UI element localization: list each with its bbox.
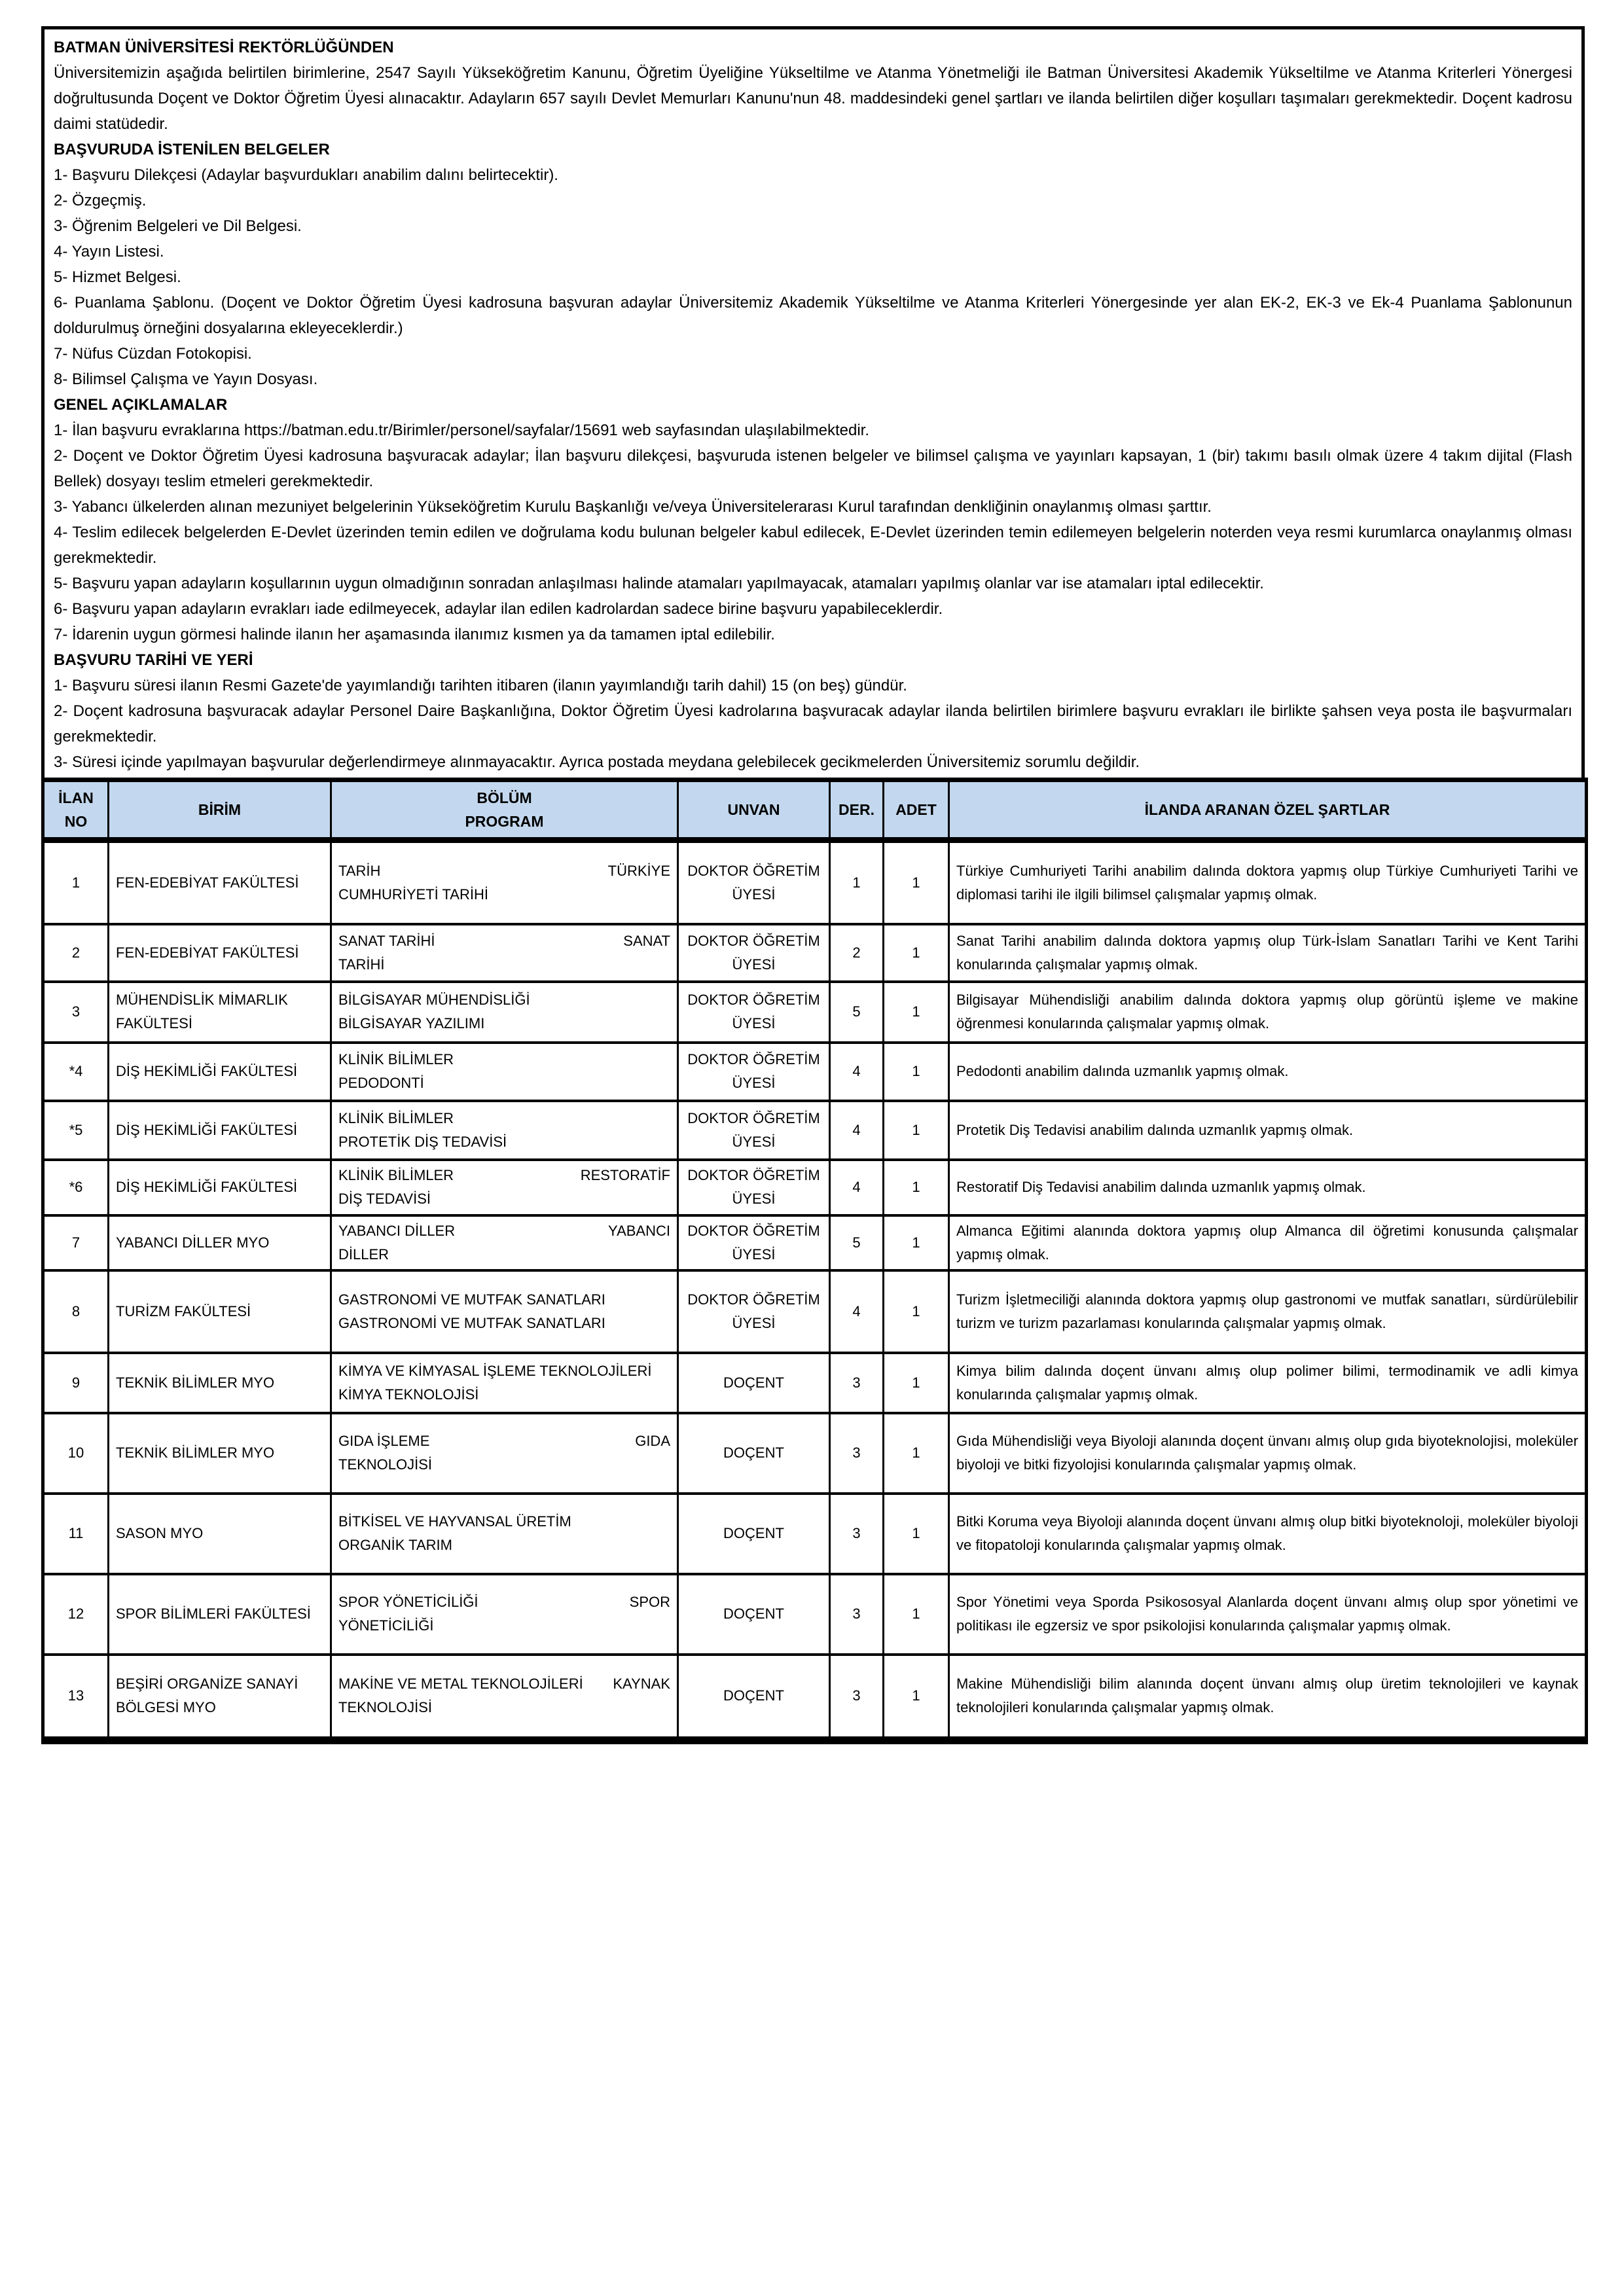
intro-paragraph: Üniversitemizin aşağıda belirtilen birimlerine, 2547 Sayılı Yükseköğretim Kanunu, Öğretim Üyeliğine Yükseltilme ve Atanma Yönetmeliği ile Batman Üniversitesi Akademik Yükseltilme ve Atanma Kriterleri Yönergesi doğrultusunda Doçent ve Doktor Öğretim Üyesi alınacaktır. Adayların 657 sayılı Devlet Memurları Kanunu'nun 48. maddesindeki genel şartları ve ilanda belirtilen diğer koşulları taşımaları gerekmektedir. Doçent kadrosu daimi statüdedir. (54, 64, 1572, 133)
list-item: 6- Puanlama Şablonu. (Doçent ve Doktor Öğretim Üyesi kadrosuna başvuran adaylar Üniversitemiz Akademik Yükseltilme ve Atanma Kriterleri Yönergesinde yer alan EK-2, EK-3 ve Ek-4 Puanlama Şablonunun doldurulmuş örneğini dosyalarına ekleyeceklerdir.) (54, 294, 1572, 337)
cell-der: 5 (830, 982, 884, 1043)
cell-adet: 1 (884, 982, 949, 1043)
belgeler-list (54, 162, 1572, 392)
cell-birim: SASON MYO (109, 1494, 331, 1574)
cell-ozel-sart: Kimya bilim dalında doçent ünvanı almış olup polimer bilimi, termodinamik ve adli kimya konularında çalışmalar yapmış olmak. (949, 1353, 1587, 1413)
program-text-line2: TARİHİ (338, 956, 385, 973)
cell-ilan-no: 11 (43, 1494, 109, 1574)
cell-ozel-sart: Makine Mühendisliği bilim alanında doçent ünvanı almış olup üretim teknolojileri ve kaynak teknolojileri konularında çalışmalar yapmış olmak. (949, 1655, 1587, 1740)
cell-birim: DİŞ HEKİMLİĞİ FAKÜLTESİ (109, 1101, 331, 1160)
program-text-line2: CUMHURİYETİ TARİHİ (338, 886, 488, 903)
cell-unvan: DOKTOR ÖĞRETİM ÜYESİ (678, 982, 830, 1043)
list-item: 2- Özgeçmiş. (54, 192, 147, 209)
cell-der: 4 (830, 1160, 884, 1215)
program-text-line2: GASTRONOMİ VE MUTFAK SANATLARI (338, 1314, 605, 1331)
program-text-line2: ORGANİK TARIM (338, 1537, 452, 1553)
bolum-text: KLİNİK BİLİMLER (338, 1167, 454, 1183)
cell-bolum-program (331, 1043, 678, 1101)
list-item: 8- Bilimsel Çalışma ve Yayın Dosyası. (54, 370, 318, 388)
cell-birim: YABANCI DİLLER MYO (109, 1215, 331, 1270)
list-item: 1- İlan başvuru evraklarına https://batman.edu.tr/Birimler/personel/sayfalar/15691 web sayfasından ulaşılabilmektedir. (54, 422, 869, 439)
list-item: 2- Doçent ve Doktor Öğretim Üyesi kadrosuna başvuracak adaylar; İlan başvuru dilekçesi, başvuruda istenen belgeler ve bilimsel çalışma ve yayınları kapsayan, 1 (bir) takımı basılı olmak üzere 4 takım dijital (Flash Bellek) dosyayı teslim etmeleri gerekmektedir. (54, 447, 1572, 490)
cell-adet: 1 (884, 1215, 949, 1270)
bolum-text: TARİH (338, 862, 381, 879)
program-text-line2: BİLGİSAYAR YAZILIMI (338, 1015, 485, 1031)
cell-adet: 1 (884, 1160, 949, 1215)
cell-bolum-program (331, 1574, 678, 1655)
bolum-text: SANAT TARİHİ (338, 932, 435, 949)
cell-ilan-no: 3 (43, 982, 109, 1043)
cell-ilan-no: 7 (43, 1215, 109, 1270)
program-text: RESTORATİF (580, 1167, 670, 1183)
cell-der: 3 (830, 1655, 884, 1740)
table-row (43, 982, 1587, 1043)
cell-ilan-no: 10 (43, 1413, 109, 1494)
cell-ozel-sart: Protetik Diş Tedavisi anabilim dalında uzmanlık yapmış olmak. (949, 1101, 1587, 1160)
program-text-line2: DİLLER (338, 1246, 389, 1263)
cell-adet: 1 (884, 1494, 949, 1574)
cell-adet: 1 (884, 924, 949, 982)
table-body (43, 840, 1587, 1740)
cell-der: 3 (830, 1574, 884, 1655)
cell-bolum-program (331, 1494, 678, 1574)
cell-ozel-sart: Bitki Koruma veya Biyoloji alanında doçent ünvanı almış olup bitki biyoteknoloji, moleküler biyoloji ve fitopatoloji konularında çalışmalar yapmış olmak. (949, 1494, 1587, 1574)
list-item: 5- Hizmet Belgesi. (54, 268, 181, 286)
table-row (43, 1101, 1587, 1160)
list-item: 3- Öğrenim Belgeleri ve Dil Belgesi. (54, 217, 302, 235)
cell-bolum-program (331, 1270, 678, 1353)
cell-unvan: DOÇENT (678, 1655, 830, 1740)
table-row (43, 1160, 1587, 1215)
table-row (43, 1655, 1587, 1740)
cell-ozel-sart: Pedodonti anabilim dalında uzmanlık yapmış olmak. (949, 1043, 1587, 1101)
cell-ilan-no: 9 (43, 1353, 109, 1413)
table-row (43, 1353, 1587, 1413)
cell-adet: 1 (884, 1270, 949, 1353)
table-row (43, 840, 1587, 924)
program-text: SANAT (623, 932, 670, 949)
page-title: BATMAN ÜNİVERSİTESİ REKTÖRLÜĞÜNDEN (54, 39, 394, 56)
cell-unvan: DOKTOR ÖĞRETİM ÜYESİ (678, 1101, 830, 1160)
list-item: 3- Yabancı ülkelerden alınan mezuniyet belgelerinin Yükseköğretim Kurulu Başkanlığı ve/veya Üniversitelerarası Kurul tarafından denkliğinin onaylanmış olması şarttır. (54, 498, 1212, 516)
cell-der: 1 (830, 840, 884, 924)
section-heading-basvuru: BAŞVURU TARİHİ VE YERİ (54, 651, 253, 669)
cell-adet: 1 (884, 1353, 949, 1413)
cell-birim: FEN-EDEBİYAT FAKÜLTESİ (109, 924, 331, 982)
cell-birim: MÜHENDİSLİK MİMARLIK FAKÜLTESİ (109, 982, 331, 1043)
header-unvan: UNVAN (678, 780, 830, 840)
header-adet: ADET (884, 780, 949, 840)
program-text-line2: KİMYA TEKNOLOJİSİ (338, 1386, 479, 1403)
cell-ilan-no: 8 (43, 1270, 109, 1353)
bolum-text: GASTRONOMİ VE MUTFAK SANATLARI (338, 1291, 605, 1308)
cell-bolum-program (331, 1353, 678, 1413)
bolum-text: KLİNİK BİLİMLER (338, 1051, 454, 1067)
cell-bolum-program (331, 1160, 678, 1215)
cell-ozel-sart: Sanat Tarihi anabilim dalında doktora yapmış olup Türk-İslam Sanatları Tarihi ve Kent Tarihi konularında çalışmalar yapmış olmak. (949, 924, 1587, 982)
cell-adet: 1 (884, 840, 949, 924)
cell-ozel-sart: Türkiye Cumhuriyeti Tarihi anabilim dalında doktora yapmış olup Türkiye Cumhuriyeti Tarihi ve diplomasi tarihi ile ilgili bilimsel çalışmalar yapmış olmak. (949, 840, 1587, 924)
cell-birim: TEKNİK BİLİMLER MYO (109, 1413, 331, 1494)
bolum-text: BİLGİSAYAR MÜHENDİSLİĞİ (338, 992, 530, 1008)
cell-adet: 1 (884, 1413, 949, 1494)
list-item: 7- Nüfus Cüzdan Fotokopisi. (54, 345, 252, 363)
header-ilan-no: İLAN NO (43, 780, 109, 840)
announcement-text-block (41, 26, 1585, 778)
cell-ilan-no: 1 (43, 840, 109, 924)
cell-unvan: DOKTOR ÖĞRETİM ÜYESİ (678, 840, 830, 924)
list-item: 7- İdarenin uygun görmesi halinde ilanın her aşamasında ilanımız kısmen ya da tamamen iptal edilebilir. (54, 626, 775, 643)
cell-unvan: DOÇENT (678, 1494, 830, 1574)
cell-adet: 1 (884, 1574, 949, 1655)
list-item: 3- Süresi içinde yapılmayan başvurular değerlendirmeye alınmayacaktır. Ayrıca postada meydana gelebilecek gecikmelerden Üniversitemiz sorumlu değildir. (54, 753, 1140, 771)
list-item: 1- Başvuru Dilekçesi (Adaylar başvurdukları anabilim dalını belirtecektir). (54, 166, 558, 184)
basvuru-list (54, 673, 1572, 775)
bolum-text: GIDA İŞLEME (338, 1433, 430, 1449)
cell-ilan-no: *4 (43, 1043, 109, 1101)
cell-der: 5 (830, 1215, 884, 1270)
bolum-text: KİMYA VE KİMYASAL İŞLEME TEKNOLOJİLERİ (338, 1362, 652, 1379)
cell-unvan: DOKTOR ÖĞRETİM ÜYESİ (678, 1270, 830, 1353)
header-bolum-program: BÖLÜM PROGRAM (331, 780, 678, 840)
cell-der: 4 (830, 1101, 884, 1160)
cell-birim: TEKNİK BİLİMLER MYO (109, 1353, 331, 1413)
header-birim: BİRİM (109, 780, 331, 840)
bolum-text: MAKİNE VE METAL TEKNOLOJİLERİ (338, 1676, 583, 1692)
cell-birim: DİŞ HEKİMLİĞİ FAKÜLTESİ (109, 1160, 331, 1215)
section-heading-genel: GENEL AÇIKLAMALAR (54, 396, 228, 414)
program-text-line2: DİŞ TEDAVİSİ (338, 1191, 431, 1207)
announcement-document (41, 26, 1585, 1744)
list-item: 6- Başvuru yapan adayların evrakları iade edilmeyecek, adaylar ilan edilen kadrolardan sadece birine başvuru yapabileceklerdir. (54, 600, 943, 618)
cell-der: 2 (830, 924, 884, 982)
cell-birim: SPOR BİLİMLERİ FAKÜLTESİ (109, 1574, 331, 1655)
cell-ozel-sart: Restoratif Diş Tedavisi anabilim dalında uzmanlık yapmış olmak. (949, 1160, 1587, 1215)
cell-birim: TURİZM FAKÜLTESİ (109, 1270, 331, 1353)
program-text: YABANCI (608, 1222, 670, 1239)
cell-bolum-program (331, 1655, 678, 1740)
table-row (43, 924, 1587, 982)
table-row (43, 1494, 1587, 1574)
cell-ozel-sart: Almanca Eğitimi alanında doktora yapmış olup Almanca dil öğretimi konusunda çalışmalar yapmış olmak. (949, 1215, 1587, 1270)
table-row (43, 1413, 1587, 1494)
header-der: DER. (830, 780, 884, 840)
bolum-text: YABANCI DİLLER (338, 1222, 456, 1239)
cell-birim: DİŞ HEKİMLİĞİ FAKÜLTESİ (109, 1043, 331, 1101)
cell-unvan: DOÇENT (678, 1353, 830, 1413)
program-text-line2: PROTETİK DİŞ TEDAVİSİ (338, 1133, 507, 1150)
cell-ilan-no: 12 (43, 1574, 109, 1655)
program-text: SPOR (629, 1594, 670, 1610)
cell-der: 3 (830, 1494, 884, 1574)
program-text: KAYNAK (613, 1676, 670, 1692)
list-item: 4- Yayın Listesi. (54, 243, 164, 260)
cell-bolum-program (331, 1413, 678, 1494)
cell-adet: 1 (884, 1101, 949, 1160)
cell-ilan-no: 13 (43, 1655, 109, 1740)
cell-ozel-sart: Spor Yönetimi veya Sporda Psikososyal Alanlarda doçent ünvanı almış olup spor yönetimi ve politikası ile egzersiz ve spor psikolojisi konularında çalışmalar yapmış olmak. (949, 1574, 1587, 1655)
list-item: 5- Başvuru yapan adayların koşullarının uygun olmadığının sonradan anlaşılması halinde atamaları yapılmayacak, atamaları yapılmış olanlar var ise atamaları iptal edilecektir. (54, 575, 1264, 592)
cell-ozel-sart: Bilgisayar Mühendisliği anabilim dalında doktora yapmış olup görüntü işleme ve makine öğrenmesi konularında çalışmalar yapmış olmak. (949, 982, 1587, 1043)
section-heading-belgeler: BAŞVURUDA İSTENİLEN BELGELER (54, 141, 330, 158)
cell-unvan: DOÇENT (678, 1413, 830, 1494)
cell-unvan: DOKTOR ÖĞRETİM ÜYESİ (678, 1215, 830, 1270)
cell-unvan: DOKTOR ÖĞRETİM ÜYESİ (678, 1160, 830, 1215)
program-text-line2: TEKNOLOJİSİ (338, 1699, 433, 1715)
cell-der: 4 (830, 1270, 884, 1353)
cell-adet: 1 (884, 1655, 949, 1740)
cell-bolum-program (331, 982, 678, 1043)
bolum-text: KLİNİK BİLİMLER (338, 1109, 454, 1126)
cell-der: 3 (830, 1353, 884, 1413)
cell-adet: 1 (884, 1043, 949, 1101)
cell-bolum-program (331, 1101, 678, 1160)
cell-bolum-program (331, 924, 678, 982)
table-row (43, 1215, 1587, 1270)
header-sartlar: İLANDA ARANAN ÖZEL ŞARTLAR (949, 780, 1587, 840)
cell-birim: BEŞİRİ ORGANİZE SANAYİ BÖLGESİ MYO (109, 1655, 331, 1740)
cell-der: 3 (830, 1413, 884, 1494)
cell-unvan: DOKTOR ÖĞRETİM ÜYESİ (678, 1043, 830, 1101)
cell-ilan-no: 2 (43, 924, 109, 982)
program-text: GIDA (635, 1433, 670, 1449)
cell-ilan-no: *5 (43, 1101, 109, 1160)
table-header-row (43, 780, 1587, 840)
program-text: TÜRKİYE (607, 862, 670, 879)
table-row (43, 1574, 1587, 1655)
program-text-line2: TEKNOLOJİSİ (338, 1456, 433, 1473)
cell-ozel-sart: Turizm İşletmeciliği alanında doktora yapmış olup gastronomi ve mutfak sanatları, sürdürülebilir turizm ve turizm pazarlaması konularında çalışmalar yapmış olmak. (949, 1270, 1587, 1353)
bolum-text: SPOR YÖNETİCİLİĞİ (338, 1594, 478, 1610)
program-text-line2: PEDODONTİ (338, 1075, 424, 1091)
genel-list (54, 418, 1572, 647)
bolum-text: BİTKİSEL VE HAYVANSAL ÜRETİM (338, 1513, 571, 1530)
cell-ilan-no: *6 (43, 1160, 109, 1215)
cell-der: 4 (830, 1043, 884, 1101)
cell-unvan: DOÇENT (678, 1574, 830, 1655)
table-row (43, 1270, 1587, 1353)
cell-birim: FEN-EDEBİYAT FAKÜLTESİ (109, 840, 331, 924)
cell-bolum-program (331, 1215, 678, 1270)
program-text-line2: YÖNETİCİLİĞİ (338, 1617, 434, 1634)
cell-unvan: DOKTOR ÖĞRETİM ÜYESİ (678, 924, 830, 982)
table-row (43, 1043, 1587, 1101)
list-item: 2- Doçent kadrosuna başvuracak adaylar Personel Daire Başkanlığına, Doktor Öğretim Üyesi kadrolarına başvuracak adaylar ilanda belirtilen birimlere başvuru evrakları ile birlikte şahsen veya posta ile başvurmaları gerekmektedir. (54, 702, 1572, 745)
kadro-table (41, 778, 1588, 1744)
cell-bolum-program (331, 840, 678, 924)
list-item: 1- Başvuru süresi ilanın Resmi Gazete'de yayımlandığı tarihten itibaren (ilanın yayımlandığı tarih dahil) 15 (on beş) gündür. (54, 677, 907, 694)
list-item: 4- Teslim edilecek belgelerden E-Devlet üzerinden temin edilen ve doğrulama kodu bulunan belgeler kabul edilecek, E-Devlet üzerinden temin edilemeyen belgelerin noterden veya resmi kurumlarca onaylanmış olması gerekmektedir. (54, 524, 1572, 567)
cell-ozel-sart: Gıda Mühendisliği veya Biyoloji alanında doçent ünvanı almış olup gıda biyoteknolojisi, moleküler biyoloji ve bitki fizyolojisi konularında çalışmalar yapmış olmak. (949, 1413, 1587, 1494)
